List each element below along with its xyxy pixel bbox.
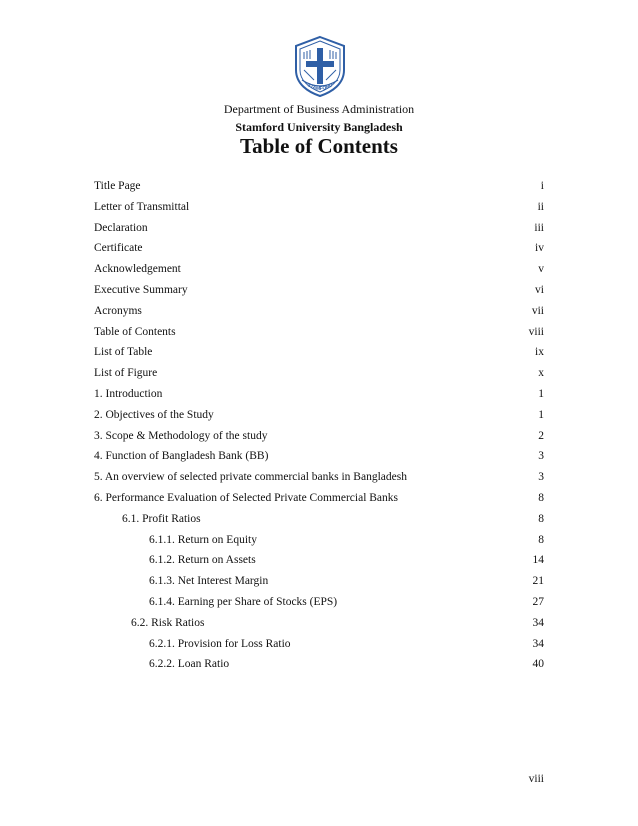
page-title: Table of Contents <box>240 134 398 158</box>
toc-entry-label: 6.1.3. Net Interest Margin <box>149 575 269 588</box>
university-crest-logo <box>288 34 352 98</box>
toc-entry-label: 6.2. Risk Ratios <box>131 616 205 629</box>
toc-entry[interactable] <box>94 301 544 322</box>
toc-entry-page: x <box>538 367 544 380</box>
toc-entry-label: 3. Scope & Methodology of the study <box>94 429 268 442</box>
toc-entry-page: 21 <box>532 575 544 588</box>
toc-subsubentry[interactable] <box>94 550 544 571</box>
toc-entry-label: Title Page <box>94 180 141 192</box>
toc-entry-page: iv <box>535 242 544 255</box>
toc-entry-label: List of Figure <box>94 367 158 380</box>
toc-entry-label: Executive Summary <box>94 283 188 296</box>
toc-entry[interactable] <box>94 218 544 239</box>
university-name: Stamford University Bangladesh <box>235 120 403 134</box>
toc-entry-page: i <box>540 180 544 192</box>
toc-entry-page: 8 <box>538 512 544 525</box>
toc-entry[interactable] <box>94 197 544 218</box>
department-name: Department of Business Administration <box>223 102 415 116</box>
toc-entry-page: 1 <box>538 387 544 400</box>
toc-entry-page: iii <box>534 221 544 234</box>
toc-entry-label: 5. An overview of selected private commercial banks in Bangladesh <box>94 471 407 484</box>
toc-entry-page: 1 <box>538 408 544 421</box>
toc-subsubentry[interactable] <box>94 592 544 613</box>
toc-entry-label: 6.1. Profit Ratios <box>122 512 201 525</box>
toc-entry[interactable] <box>94 384 544 405</box>
toc-entry-label: Acronyms <box>94 304 142 317</box>
toc-entry-page: viii <box>528 325 544 338</box>
toc-entry-label: 6.2.1. Provision for Loss Ratio <box>149 637 291 650</box>
toc-entry[interactable] <box>94 322 544 343</box>
toc-entry[interactable] <box>94 176 544 197</box>
toc-entry-label: 6.1.1. Return on Equity <box>149 533 257 546</box>
toc-entry-page: ii <box>537 200 544 213</box>
toc-entry[interactable] <box>94 446 544 467</box>
toc-entry[interactable] <box>94 467 544 488</box>
toc-subentry[interactable] <box>94 613 544 634</box>
toc-entry[interactable] <box>94 426 544 447</box>
toc-subsubentry[interactable] <box>94 634 544 655</box>
toc-entry-label: 6.1.2. Return on Assets <box>149 554 256 567</box>
toc-subsubentry[interactable] <box>94 530 544 551</box>
toc-entry-page: 3 <box>538 471 544 484</box>
toc-entry-page: 3 <box>538 450 544 463</box>
toc-entry-page: ix <box>535 346 544 359</box>
logo-text: STAMFORD <box>306 82 334 93</box>
toc-entry[interactable] <box>94 259 544 280</box>
toc-entry[interactable] <box>94 488 544 509</box>
toc-entry-label: List of Table <box>94 346 153 359</box>
toc-entry-page: 8 <box>538 491 544 504</box>
toc-entry-page: v <box>538 263 544 276</box>
toc-entry[interactable] <box>94 280 544 301</box>
toc-entry-page: 34 <box>532 637 544 650</box>
table-of-contents <box>94 176 544 675</box>
toc-entry-label: 6. Performance Evaluation of Selected Private Commercial Banks <box>94 491 399 504</box>
toc-entry[interactable] <box>94 363 544 384</box>
toc-entry[interactable] <box>94 342 544 363</box>
toc-entry-page: 8 <box>538 533 544 546</box>
toc-entry-page: 34 <box>532 616 544 629</box>
toc-entry-label: Letter of Transmittal <box>94 200 190 213</box>
toc-entry-label: Declaration <box>94 221 148 234</box>
toc-entry-label: 6.2.2. Loan Ratio <box>149 658 230 671</box>
toc-entry-page: vii <box>531 304 544 317</box>
toc-entry-page: vi <box>535 283 544 296</box>
toc-subsubentry[interactable] <box>94 571 544 592</box>
toc-entry-page: 40 <box>532 658 544 671</box>
toc-entry-label: Table of Contents <box>94 325 176 338</box>
toc-entry[interactable] <box>94 238 544 259</box>
toc-entry-label: 4. Function of Bangladesh Bank (BB) <box>94 450 269 463</box>
toc-subsubentry[interactable] <box>94 654 544 675</box>
toc-entry-label: 1. Introduction <box>94 387 163 400</box>
toc-entry-label: Acknowledgement <box>94 263 181 276</box>
toc-entry-label: Certificate <box>94 242 143 255</box>
toc-entry-label: 6.1.4. Earning per Share of Stocks (EPS) <box>149 595 338 608</box>
toc-entry-label: 2. Objectives of the Study <box>94 408 214 421</box>
toc-entry[interactable] <box>94 405 544 426</box>
toc-entry-page: 27 <box>532 595 544 608</box>
toc-entry-page: 2 <box>538 429 544 442</box>
toc-entry-page: 14 <box>532 554 544 567</box>
page-number: viii <box>528 773 544 785</box>
toc-subentry[interactable] <box>94 509 544 530</box>
